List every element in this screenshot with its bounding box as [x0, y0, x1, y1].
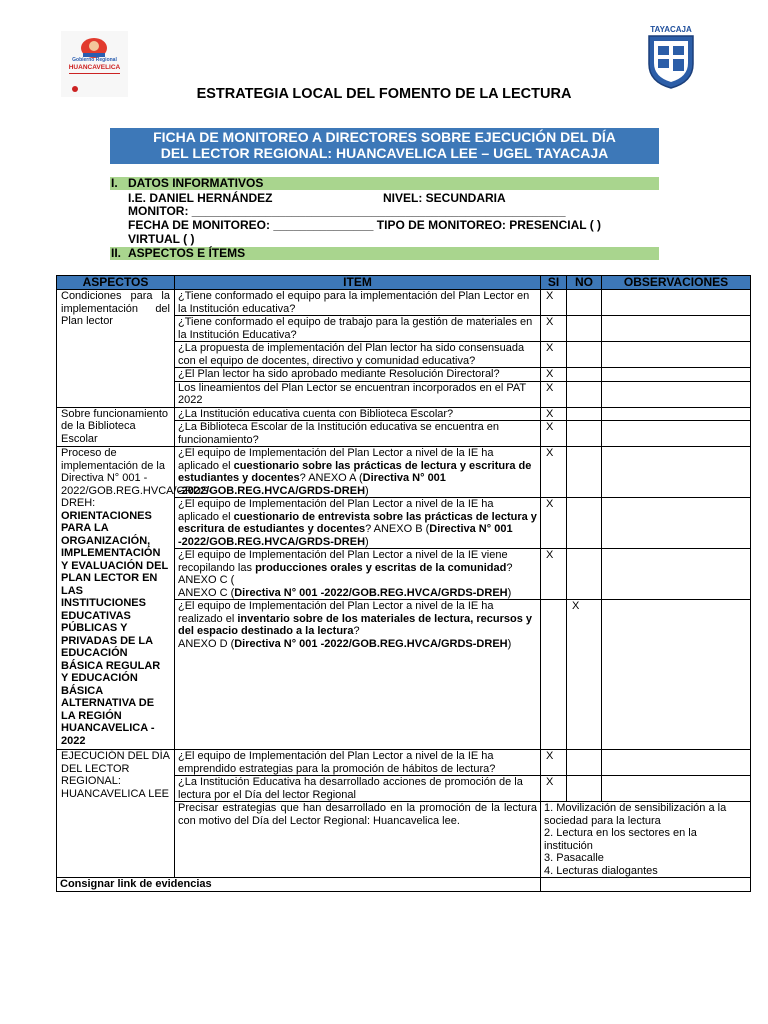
- item-text: ¿El equipo de Implementación del Plan Lector a nivel de la IE ha aplicado el: [178, 498, 494, 523]
- obs-cell[interactable]: [541, 802, 751, 878]
- ie-name: I.E. DANIEL HERNÁNDEZ: [128, 191, 273, 205]
- si-cell[interactable]: X: [541, 342, 567, 368]
- no-cell[interactable]: X: [567, 600, 602, 750]
- obs-cell[interactable]: [602, 368, 751, 382]
- si-cell[interactable]: X: [541, 549, 567, 600]
- evidence-link-field[interactable]: [541, 878, 751, 892]
- evidence-link-label: Consignar link de evidencias: [57, 878, 541, 892]
- obs-cell[interactable]: [602, 498, 751, 549]
- obs-cell[interactable]: [602, 316, 751, 342]
- no-cell[interactable]: [567, 750, 602, 776]
- obs-cell[interactable]: [602, 342, 751, 368]
- no-cell[interactable]: [567, 290, 602, 316]
- monitoring-table: [56, 275, 751, 892]
- logo-left-text-1: Gobierno Regional: [72, 57, 117, 63]
- item-text: ? ANEXO C (: [178, 561, 513, 586]
- si-cell[interactable]: [541, 600, 567, 750]
- table-row: [57, 407, 751, 421]
- table-header-row: [57, 276, 751, 290]
- item-text: ?: [353, 625, 360, 637]
- no-cell[interactable]: [567, 316, 602, 342]
- form-banner: [110, 128, 659, 164]
- obs-cell[interactable]: [602, 290, 751, 316]
- shield-icon: [645, 34, 697, 90]
- item-text: ): [507, 586, 512, 599]
- item-bold: Directiva N° 001 -2022/GOB.REG.HVCA/GRDS-DREH: [234, 637, 508, 650]
- item-text: ? ANEXO A (: [299, 472, 363, 484]
- no-cell[interactable]: [567, 447, 602, 498]
- logo-right-text: TAYACAJA: [650, 25, 692, 34]
- table-row: [57, 290, 751, 316]
- observation-item: 3. Pasacalle: [544, 852, 604, 864]
- aspect-directiva-plain: Proceso de implementación de la Directiva N° 001 - 2022/GOB.REG.HVCA/GRDS-DREH:: [61, 447, 212, 509]
- si-cell[interactable]: X: [541, 290, 567, 316]
- observation-item: 1. Movilización de sensibilización a la sociedad para la lectura: [544, 802, 727, 827]
- item-text: ¿El equipo de Implementación del Plan Lector a nivel de la IE ha aplicado el: [178, 447, 494, 472]
- aspect-directiva-bold: ORIENTACIONES PARA LA ORGANIZACIÓN, IMPLEMENTACIÓN Y EVALUACIÓN DEL PLAN LECTOR EN LAS INSTITUCIONES EDUCATIVAS PÚBLICAS Y PRIVADAS DE LA EDUCACIÓN BÁSICA REGULAR Y EDUCACIÓN BÁSICA ALTERNATIVA DE LA REGIÓN HUANCAVELICA - 2022: [61, 509, 168, 747]
- si-cell[interactable]: X: [541, 447, 567, 498]
- item-text: ANEXO D (: [178, 637, 235, 650]
- item-cell: ¿El equipo de Implementación del Plan Lector a nivel de la IE ha emprendido estrategias para la promoción de hábitos de lectura?: [175, 750, 541, 776]
- section-2-number: II.: [111, 246, 122, 260]
- item-text: ¿El equipo de Implementación del Plan Lector a nivel de la IE viene recopilando las: [178, 549, 508, 574]
- obs-cell[interactable]: [602, 549, 751, 600]
- item-cell: ¿La Biblioteca Escolar de la Institución educativa se encuentra en funcionamiento?: [175, 421, 541, 447]
- header-observaciones: OBSERVACIONES: [602, 276, 751, 290]
- banner-line-1: FICHA DE MONITOREO A DIRECTORES SOBRE EJECUCIÓN DEL DÍA: [153, 129, 616, 145]
- banner-line-2: DEL LECTOR REGIONAL: HUANCAVELICA LEE – UGEL TAYACAJA: [160, 145, 609, 161]
- aspect-dia-del-lector: EJECUCIÓN DEL DÍA DEL LECTOR REGIONAL: HUANCAVELICA LEE: [57, 750, 175, 878]
- item-text: ANEXO C (: [178, 586, 235, 599]
- header-item: ITEM: [175, 276, 541, 290]
- header-no: NO: [567, 276, 602, 290]
- item-cell: ¿El Plan lector ha sido aprobado mediante Resolución Directoral?: [175, 368, 541, 382]
- no-cell[interactable]: [567, 498, 602, 549]
- table-row: [57, 750, 751, 776]
- item-cell: [175, 600, 541, 750]
- no-cell[interactable]: [567, 381, 602, 407]
- observation-item: 2. Lectura en los sectores en la institución: [544, 827, 697, 852]
- item-text: ): [507, 637, 512, 650]
- item-cell: ¿La Institución educativa cuenta con Biblioteca Escolar?: [175, 407, 541, 421]
- item-cell: Precisar estrategias que han desarrollado en la promoción de la lectura con motivo del Día del Lector Regional: Huancavelica lee.: [175, 802, 541, 878]
- item-cell: ¿La Institución Educativa ha desarrollado acciones de promoción de la lectura por el Día del lector Regional: [175, 776, 541, 802]
- section-1-title: DATOS INFORMATIVOS: [128, 176, 264, 190]
- virtual-field[interactable]: VIRTUAL ( ): [128, 232, 195, 246]
- item-cell: [175, 549, 541, 600]
- no-cell[interactable]: [567, 407, 602, 421]
- no-cell[interactable]: [567, 342, 602, 368]
- item-cell: Los lineamientos del Plan Lector se encuentran incorporados en el PAT 2022: [175, 381, 541, 407]
- item-bold: cuestionario sobre las prácticas de lectura y escritura de estudiantes y docentes: [178, 459, 532, 484]
- nivel: NIVEL: SECUNDARIA: [383, 191, 506, 205]
- item-cell: ¿La propuesta de implementación del Plan lector ha sido consensuada con el equipo de docentes, directivo y comunidad educativa?: [175, 342, 541, 368]
- item-text: ¿El equipo de Implementación del Plan Lector a nivel de la IE ha realizado el: [178, 600, 494, 625]
- si-cell[interactable]: X: [541, 368, 567, 382]
- no-cell[interactable]: [567, 549, 602, 600]
- obs-cell[interactable]: [602, 776, 751, 802]
- logo-left-text-2: HUANCAVELICA: [68, 64, 121, 71]
- monitor-field[interactable]: MONITOR: ________________________________________________________: [128, 204, 566, 218]
- item-bold: Directiva N° 001 -2022/GOB.REG.HVCA/GRDS-DREH: [178, 523, 513, 548]
- si-cell[interactable]: X: [541, 407, 567, 421]
- ugel-tayacaja-logo: [645, 26, 697, 90]
- item-bold: Directiva N° 001 -2022/GOB.REG.HVCA/GRDS-DREH: [178, 472, 446, 497]
- header-aspectos: ASPECTOS: [57, 276, 175, 290]
- aspect-biblioteca: Sobre funcionamiento de la Biblioteca Escolar: [57, 407, 175, 447]
- si-cell[interactable]: X: [541, 381, 567, 407]
- no-cell[interactable]: [567, 776, 602, 802]
- item-cell: [175, 498, 541, 549]
- item-bold: cuestionario de entrevista sobre las prácticas de lectura y escritura de estudiantes y docentes: [178, 510, 537, 535]
- item-bold: Directiva N° 001 -2022/GOB.REG.HVCA/GRDS-DREH: [234, 586, 508, 599]
- item-text: ? ANEXO B (: [365, 523, 430, 535]
- section-2-title: ASPECTOS E ÍTEMS: [128, 246, 246, 260]
- si-cell[interactable]: X: [541, 776, 567, 802]
- item-text: ): [365, 484, 369, 497]
- obs-cell[interactable]: [602, 750, 751, 776]
- no-cell[interactable]: [567, 368, 602, 382]
- si-cell[interactable]: X: [541, 421, 567, 447]
- table-footer-row: [57, 878, 751, 892]
- document-title: ESTRATEGIA LOCAL DEL FOMENTO DE LA LECTURA: [196, 86, 572, 102]
- obs-cell[interactable]: [602, 447, 751, 498]
- obs-cell[interactable]: [602, 421, 751, 447]
- item-cell: ¿Tiene conformado el equipo de trabajo para la gestión de materiales en la Institución Educativa?: [175, 316, 541, 342]
- fecha-monitoreo-field[interactable]: FECHA DE MONITOREO: _______________ TIPO DE MONITOREO: PRESENCIAL ( ): [128, 218, 602, 232]
- observation-item: 4. Lecturas dialogantes: [544, 864, 658, 877]
- table-row: [57, 447, 751, 498]
- obs-cell[interactable]: [602, 381, 751, 407]
- si-cell[interactable]: X: [541, 498, 567, 549]
- no-cell[interactable]: [567, 421, 602, 447]
- obs-cell[interactable]: [602, 600, 751, 750]
- header-si: SI: [541, 276, 567, 290]
- section-1-number: I.: [111, 176, 118, 190]
- item-bold: producciones orales y escritas de la comunidad: [255, 561, 507, 574]
- si-cell[interactable]: X: [541, 750, 567, 776]
- si-cell[interactable]: X: [541, 316, 567, 342]
- obs-cell[interactable]: [602, 407, 751, 421]
- item-cell: ¿Tiene conformado el equipo para la implementación del Plan Lector en la Institución educativa?: [175, 290, 541, 316]
- item-cell: [175, 447, 541, 498]
- item-bold: inventario sobre de los materiales de lectura, recursos y del espacio destinado a la lectura: [178, 612, 533, 637]
- item-text: ): [365, 535, 369, 548]
- aspect-plan-lector: Condiciones para la implementación del Plan lector: [57, 290, 175, 408]
